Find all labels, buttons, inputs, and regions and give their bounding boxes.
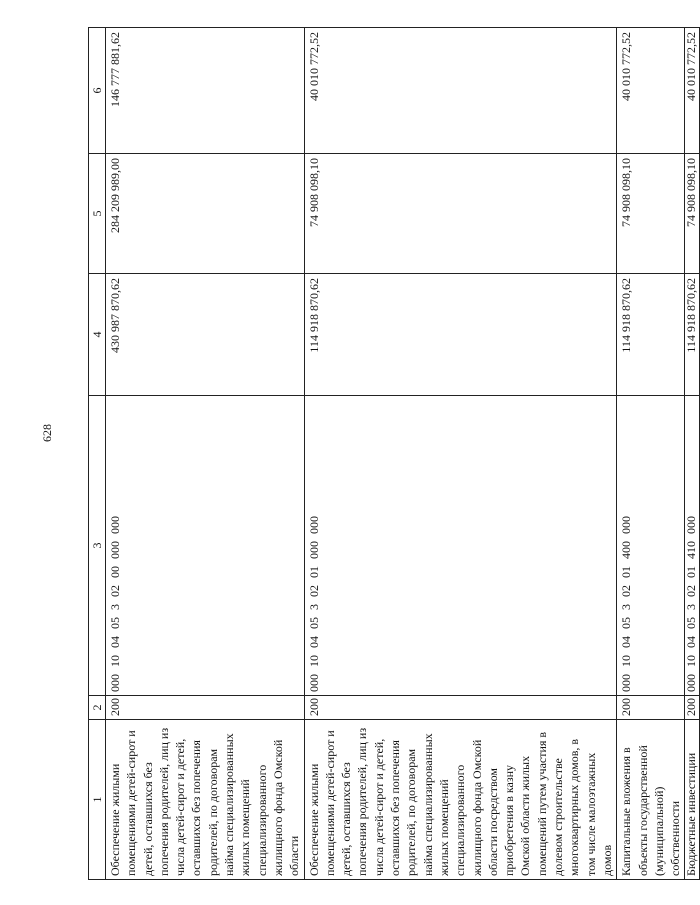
- row-col4: 114 918 870,62: [685, 274, 700, 396]
- header-cell: 3: [89, 396, 106, 696]
- header-cell: 5: [89, 154, 106, 274]
- row-col6: 40 010 772,52: [304, 28, 617, 154]
- row-col4: 114 918 870,62: [304, 274, 617, 396]
- header-cell: 2: [89, 696, 106, 720]
- rotated-table-container: [88, 28, 699, 880]
- row-col5: 74 908 098,10: [685, 154, 700, 274]
- header-row: [89, 28, 106, 880]
- row-col2: 200: [685, 696, 700, 720]
- header-cell: 1: [89, 720, 106, 880]
- row-name: Капитальные вложения в объекты государственной (муниципальной) собственности: [617, 720, 685, 880]
- row-name: Обеспечение жилыми помещениями детей-сирот и детей, оставшихся без попечения родителей, лиц из числа детей-сирот и детей, оставшихся без попечения родителей, по договорам найма специализированных жилых помещений специализированного жилищного фонда Омской области: [106, 720, 305, 880]
- row-col4: 114 918 870,62: [617, 274, 685, 396]
- row-name: Обеспечение жилыми помещениями детей-сирот и детей, оставшихся без попечения родителей, лиц из числа детей-сирот и детей, оставшихся без попечения родителей, по договорам найма специализированных жилых помещений специализированного жилищного фонда Омской области посредством приобретения в казну Омской области жилых помещений путем участия в долевом строительстве многоквартирных домов, в том числе малоэтажных домов: [304, 720, 617, 880]
- header-cell: 4: [89, 274, 106, 396]
- row-col5: 74 908 098,10: [304, 154, 617, 274]
- header-cell: 6: [89, 28, 106, 154]
- row-code: 000 10 04 05 3 02 01 000 000: [304, 396, 617, 696]
- row-code: 000 10 04 05 3 02 00 000 000: [106, 396, 305, 696]
- row-col5: 74 908 098,10: [617, 154, 685, 274]
- row-col4: 430 987 870,62: [106, 274, 305, 396]
- page-number: 628: [40, 424, 54, 442]
- table-row: [304, 28, 617, 880]
- row-col6: 146 777 881,62: [106, 28, 305, 154]
- budget-table: [88, 27, 700, 880]
- row-code: 000 10 04 05 3 02 01 400 000: [617, 396, 685, 696]
- row-col2: 200: [106, 696, 305, 720]
- row-name: Бюджетные инвестиции: [685, 720, 700, 880]
- table-row: [106, 28, 305, 880]
- row-col6: 40 010 772,52: [685, 28, 700, 154]
- table-row: [617, 28, 685, 880]
- table-row: [685, 28, 700, 880]
- row-code: 000 10 04 05 3 02 01 410 000: [685, 396, 700, 696]
- row-col2: 200: [304, 696, 617, 720]
- row-col6: 40 010 772,52: [617, 28, 685, 154]
- row-col2: 200: [617, 696, 685, 720]
- row-col5: 284 209 989,00: [106, 154, 305, 274]
